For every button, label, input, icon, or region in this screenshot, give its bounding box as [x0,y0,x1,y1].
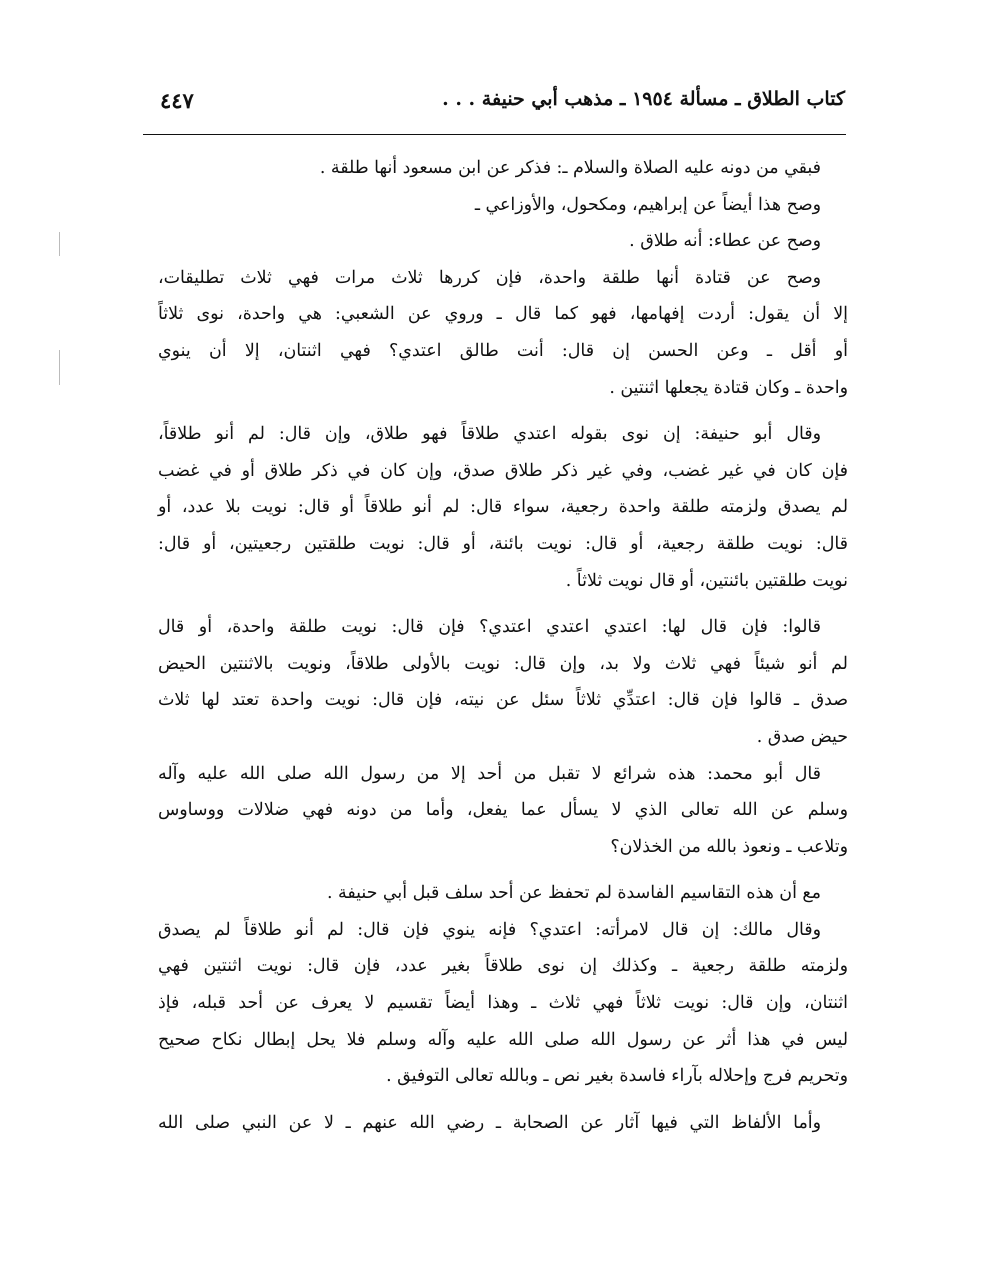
text-line: واحدة ـ وكان قتادة يجعلها اثنتين . [609,377,848,398]
paragraph [158,609,848,755]
text-line: وصح عن قتادة أنها طلقة واحدة، فإن كررها ثلاث مرات فهي ثلاث تطليقات، [158,267,821,288]
text-line: فإن كان في غير غضب، وفي غير ذكر طلاق صدق، وإن كان في ذكر طلاق أو في غضب [158,460,848,481]
text-line: وصح هذا أيضاً عن إبراهيم، ومكحول، والأوزاعي ـ [474,194,821,215]
page-header [160,88,845,124]
paragraph [158,416,848,599]
text-line: حيض صدق . [756,726,848,747]
paragraph [158,150,848,406]
text-line: لم يصدق ولزمته طلقة واحدة رجعية، سواء قال: لم أنو طلاقاً أو قال: نويت بلا عدد، أو [158,497,848,518]
text-line: فبقي من دونه عليه الصلاة والسلام ـ: فذكر عن ابن مسعود أنها طلقة . [319,158,821,178]
scan-margin-mark [59,232,60,256]
text-line: مع أن هذه التقاسيم الفاسدة لم تحفظ عن أحد سلف قبل أبي حنيفة . [326,883,821,904]
header-rule [143,134,846,135]
text-line: وأما الألفاظ التي فيها آثار عن الصحابة ـ رضي الله عنهم ـ لا عن النبي صلى الله [158,1112,821,1133]
body-text [158,150,848,1141]
text-line: وتلاعب ـ ونعوذ بالله من الخذلان؟ [610,836,848,857]
scan-margin-mark [59,350,60,385]
text-line: قال أبو محمد: هذه شرائع لا تقبل من أحد إلا من رسول الله صلى الله عليه وآله [158,763,821,784]
text-line: ولزمته طلقة رجعية ـ وكذلك إن نوى طلاقاً بغير عدد، فإن قال: نويت اثنتين فهي [158,956,848,977]
text-line: إلا أن يقول: أردت إفهامها، فهو كما قال ـ وروي عن الشعبي: هي واحدة، نوى ثلاثاً [158,304,848,325]
running-title: كتاب الطلاق ـ مسألة ١٩٥٤ ـ مذهب أبي حنيفة . . . [442,88,845,110]
text-line: أو أقل ـ وعن الحسن إن قال: أنت طالق اعتدي؟ فهي اثنتان، إلا أن ينوي [158,340,848,361]
text-line: قال: نويت طلقة رجعية، أو قال: نويت بائنة، أو قال: نويت طلقتين رجعيتين، أو قال: [158,533,848,554]
text-line: لم أنو شيئاً فهي ثلاث ولا بد، وإن قال: نويت بالأولى طلاقاً، ونويت بالاثنتين الحيض [158,653,848,674]
text-line: وقال أبو حنيفة: إن نوى بقوله اعتدي طلاقاً فهو طلاق، وإن قال: لم أنو طلاقاً، [158,424,821,445]
paragraph [158,875,848,1095]
text-line: قالوا: فإن قال لها: اعتدي اعتدي اعتدي؟ فإن قال: نويت طلقة واحدة، أو قال [158,617,821,638]
paragraph [158,756,848,866]
paragraph [158,1105,848,1142]
text-line: اثنتان، وإن قال: نويت ثلاثاً فهي ثلاث ـ وهذا أيضاً تقسيم لا يعرف عن أحد قبله، فإذ [158,993,848,1014]
text-line: صدق ـ قالوا فإن قال: اعتدِّي ثلاثاً سئل عن نيته، فإن قال: نويت واحدة تعتد لها ثلاث [158,690,848,711]
text-line: وسلم عن الله تعالى الذي لا يسأل عما يفعل، وأما من دونه فهي ضلالات ووساوس [158,800,848,821]
text-line: وتحريم فرج وإحلاله بآراء فاسدة بغير نص ـ وبالله تعالى التوفيق . [386,1066,848,1087]
text-line: نويت طلقتين بائنتين، أو قال نويت ثلاثاً . [565,570,848,591]
text-line: وصح عن عطاء: أنه طلاق . [629,231,821,252]
text-line: ليس في هذا أثر عن رسول الله صلى الله عليه وآله وسلم فلا يحل إبطال نكاح صحيح [158,1029,848,1050]
page-number: ٤٤٧ [160,88,194,113]
text-line: وقال مالك: إن قال لامرأته: اعتدي؟ فإنه ينوي فإن قال: لم أنو طلاقاً لم يصدق [158,919,821,940]
